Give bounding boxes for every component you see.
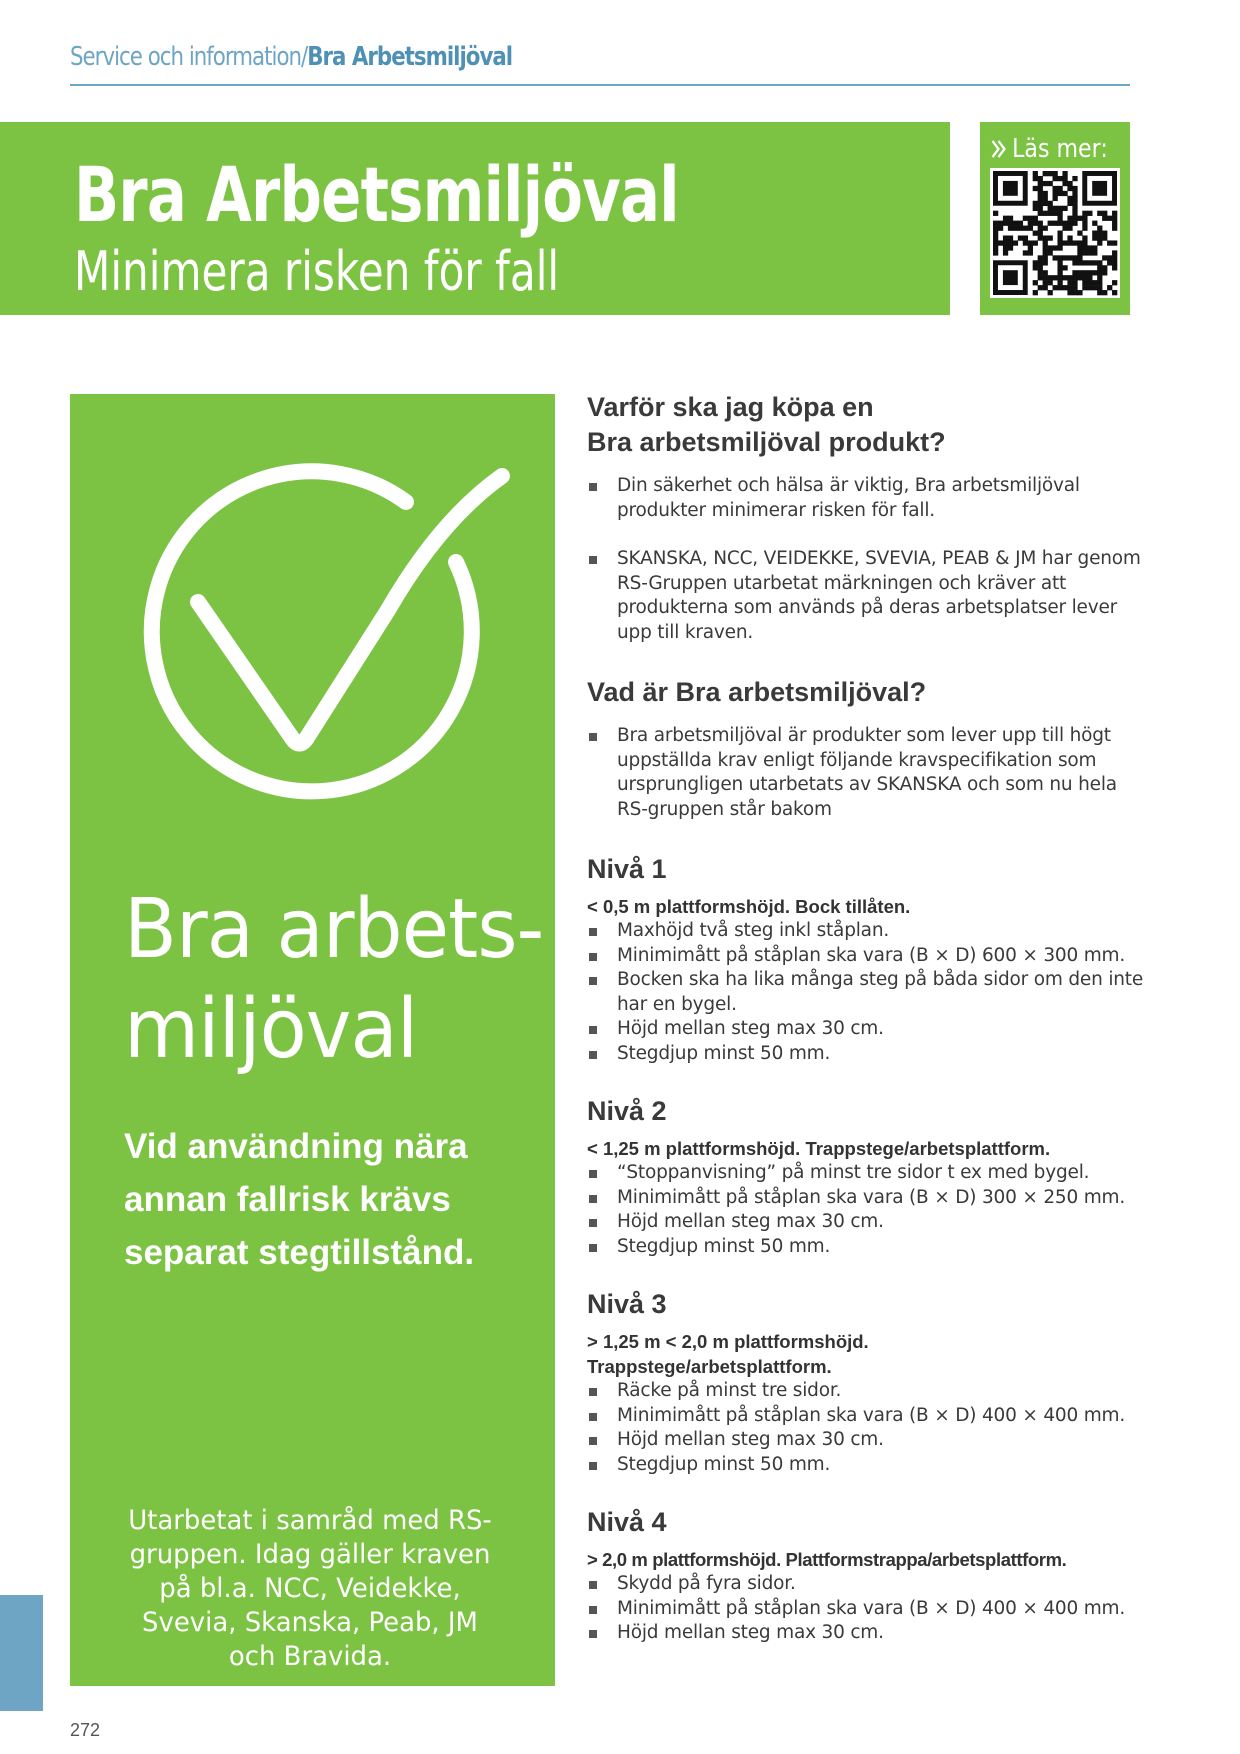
why-section	[587, 390, 1147, 645]
what-section	[587, 675, 1147, 822]
level-4-requirement: > 2,0 m plattformshöjd. Plattformstrappa/arbetsplattform.	[587, 1549, 1067, 1570]
level-1-requirement: < 0,5 m plattformshöjd. Bock tillåten.	[587, 896, 911, 917]
level-3-list	[587, 1379, 1147, 1477]
level-3-title: Nivå 3	[587, 1289, 667, 1319]
list-item: Räcke på minst tre sidor.	[587, 1379, 1147, 1404]
list-item: Maxhöjd två steg inkl ståplan.	[587, 919, 1147, 944]
list-item: Stegdjup minst 50 mm.	[587, 1453, 1147, 1478]
level-4-list	[587, 1572, 1147, 1646]
panel-heading-line2: miljöval	[124, 982, 418, 1077]
why-heading-line1: Varför ska jag köpa en	[587, 392, 874, 422]
panel-warning-text: Vid användning nära annan fallrisk krävs separat stegtillstånd.	[124, 1127, 475, 1272]
qr-read-more[interactable]	[980, 122, 1130, 315]
checkmark-circle-icon	[70, 440, 520, 820]
breadcrumb	[70, 42, 512, 72]
title-banner	[0, 122, 950, 315]
content-column	[587, 390, 1147, 1646]
list-item: Minimimått på ståplan ska vara (B × D) 400 × 400 mm.	[587, 1404, 1147, 1429]
side-tab	[0, 1595, 43, 1711]
breadcrumb-current: Bra Arbetsmiljöval	[307, 42, 513, 72]
breadcrumb-section[interactable]: Service och information/	[70, 42, 308, 72]
level-1-title: Nivå 1	[587, 854, 667, 884]
list-item: Stegdjup minst 50 mm.	[587, 1235, 1147, 1260]
panel-footer-text: Utarbetat i samråd med RS-gruppen. Idag gäller kraven på bl.a. NCC, Veidekke, Svevia, Skanska, Peab, JM och Bravida.	[128, 1505, 492, 1672]
level-3-section	[587, 1287, 1147, 1477]
level-2-requirement: < 1,25 m plattformshöjd. Trappstege/arbetsplattform.	[587, 1138, 1051, 1159]
level-3-requirement: > 1,25 m < 2,0 m plattformshöjd. Trappstege/arbetsplattform.	[587, 1331, 869, 1377]
page-subtitle: Minimera risken för fall	[74, 240, 560, 303]
level-2-section	[587, 1094, 1147, 1259]
list-item: Höjd mellan steg max 30 cm.	[587, 1017, 1147, 1042]
list-item: Bocken ska ha lika många steg på båda sidor om den inte har en bygel.	[587, 968, 1147, 1017]
qr-label	[990, 134, 1108, 164]
list-item: Minimimått på ståplan ska vara (B × D) 600 × 300 mm.	[587, 944, 1147, 969]
why-list	[587, 474, 1147, 645]
page-number: 272	[70, 1720, 101, 1740]
list-item: Minimimått på ståplan ska vara (B × D) 400 × 400 mm.	[587, 1597, 1147, 1622]
why-heading-line2: Bra arbetsmiljöval produkt?	[587, 427, 946, 457]
level-4-section	[587, 1505, 1147, 1646]
level-4-title: Nivå 4	[587, 1507, 667, 1537]
what-list	[587, 724, 1147, 822]
list-item: SKANSKA, NCC, VEIDEKKE, SVEVIA, PEAB & JM har genom RS-Gruppen utarbetat märkningen och kräver att produkterna som används på deras arbetsplatser lever upp till kraven.	[587, 547, 1147, 645]
list-item: Stegdjup minst 50 mm.	[587, 1042, 1147, 1067]
list-item: Höjd mellan steg max 30 cm.	[587, 1428, 1147, 1453]
list-item: Höjd mellan steg max 30 cm.	[587, 1210, 1147, 1235]
list-item: Din säkerhet och hälsa är viktig, Bra arbetsmiljöval produkter minimerar risken för fall.	[587, 474, 1147, 523]
list-item: Skydd på fyra sidor.	[587, 1572, 1147, 1597]
list-item: Minimimått på ståplan ska vara (B × D) 300 × 250 mm.	[587, 1186, 1147, 1211]
list-item: Bra arbetsmiljöval är produkter som lever upp till högt uppställda krav enligt följande kravspecifikation som ursprungligen utarbetats av SKANSKA och som nu hela RS-gruppen står bakom	[587, 724, 1147, 822]
double-chevron-right-icon	[990, 138, 1009, 160]
qr-label-text: Läs mer:	[1012, 134, 1108, 164]
page-title: Bra Arbetsmiljöval	[74, 150, 679, 239]
header-divider	[70, 84, 1130, 86]
list-item: “Stoppanvisning” på minst tre sidor t ex med bygel.	[587, 1161, 1147, 1186]
level-2-list	[587, 1161, 1147, 1259]
panel-heading	[124, 880, 543, 1080]
qr-code-image	[990, 168, 1120, 298]
panel-heading-line1: Bra arbets-	[124, 882, 544, 977]
list-item: Höjd mellan steg max 30 cm.	[587, 1621, 1147, 1646]
qr-code[interactable]	[990, 168, 1120, 298]
level-2-title: Nivå 2	[587, 1096, 667, 1126]
what-heading: Vad är Bra arbetsmiljöval?	[587, 677, 927, 707]
level-1-list	[587, 919, 1147, 1066]
level-1-section	[587, 852, 1147, 1066]
